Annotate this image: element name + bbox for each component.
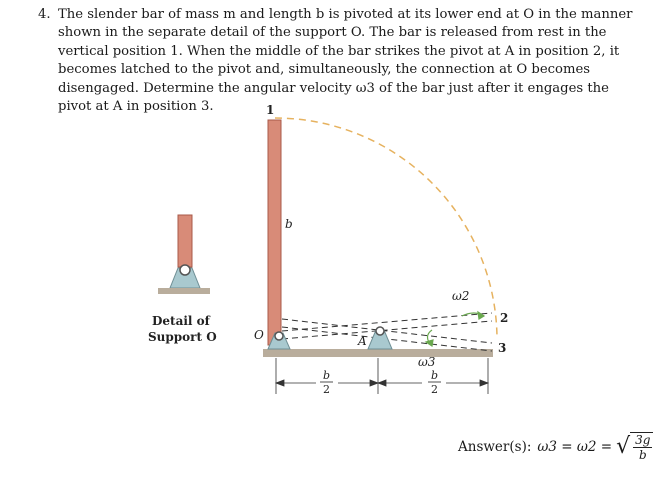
label-O: O: [254, 328, 264, 342]
dim-left: [320, 369, 333, 396]
problem-text: The slender bar of mass m and length b is pivoted at its lower end at O in the manner shown in the separate detail of the support O. The bar is released from rest in the vertical position 1. When the middle of the bar strikes the pivot at A in position 2, it becomes latched to the pivot and, simultaneously, the connection at O becomes disengaged. Determine the angular velocity ω3 of the bar just after it engages the pivot at A in position 3.: [58, 7, 633, 115]
support-detail: [158, 215, 210, 294]
label-omega-2: ω2: [452, 289, 470, 303]
answer-sqrt: √ $\frac{3g}{b}$: [616, 432, 653, 462]
label-position-1: 1: [266, 103, 275, 117]
answer-label: Answer(s):: [458, 439, 532, 455]
ground: [263, 349, 493, 357]
detail-label-line1: Detail of: [152, 314, 210, 328]
detail-label-line2: Support O: [148, 330, 217, 344]
svg-text:b: b: [431, 369, 439, 382]
answer-denominator: b: [638, 448, 647, 462]
pivot-A: [368, 327, 392, 349]
svg-text:2: 2: [431, 383, 438, 396]
dimension-lines: [276, 358, 488, 394]
arc-path: [275, 118, 497, 337]
label-A: A: [358, 334, 367, 348]
dim-right: [428, 369, 441, 396]
problem-number: 4.: [38, 7, 51, 22]
svg-text:2: 2: [323, 383, 330, 396]
answer-line: [458, 432, 653, 462]
label-position-2: 2: [500, 311, 509, 325]
label-bar-length: b: [285, 217, 293, 231]
svg-text:b: b: [323, 369, 331, 382]
answer-lhs: ω3 = ω2 =: [537, 439, 613, 455]
bar-position-1: [268, 120, 281, 345]
label-position-3: 3: [498, 341, 507, 355]
label-omega-3: ω3: [418, 355, 436, 369]
bar-position-2: [282, 313, 492, 339]
answer-numerator: 3g: [635, 433, 651, 447]
